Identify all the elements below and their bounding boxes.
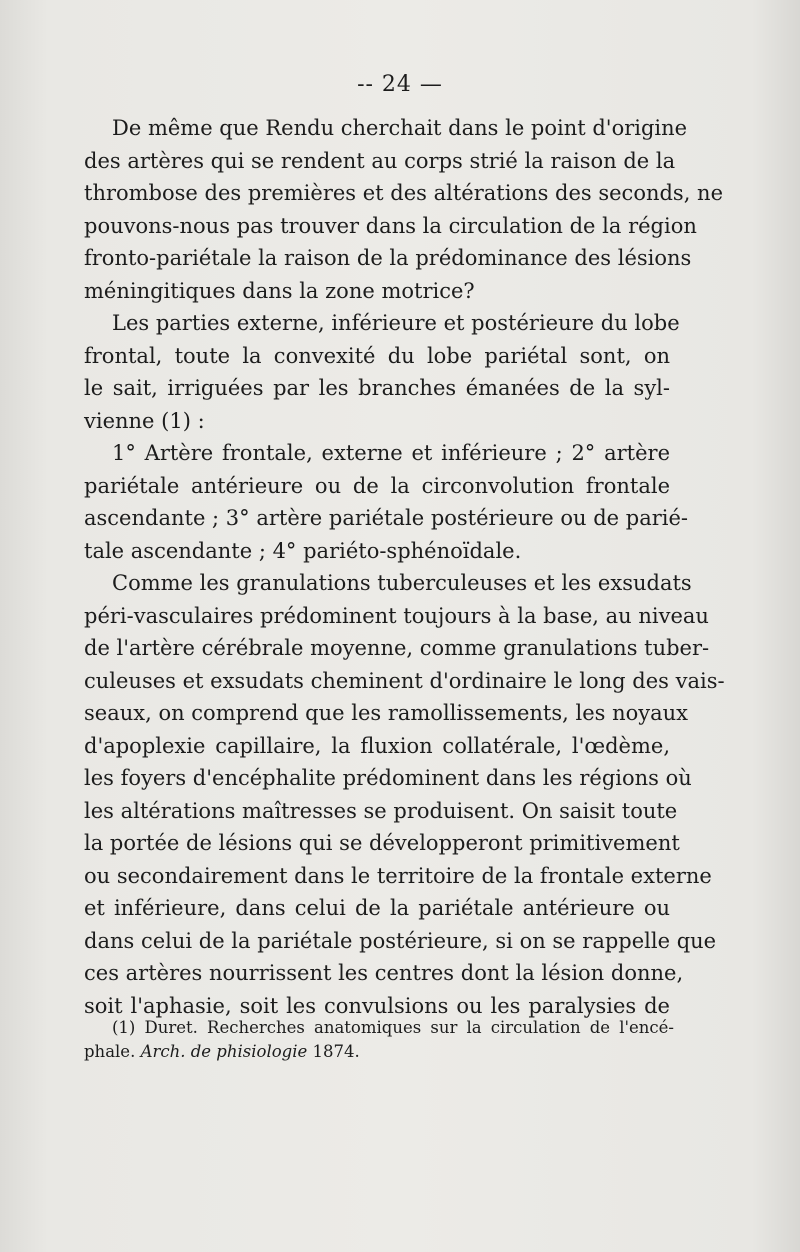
text-line: pariétale antérieure ou de la circonvolution frontale [84,473,670,498]
text-line: d'apoplexie capillaire, la fluxion collatérale, l'œdème, [84,733,670,758]
text-line: pouvons-nous pas trouver dans la circulation de la région [84,213,697,238]
text-line: les altérations maîtresses se produisent. On saisit toute [84,798,678,823]
paragraph-1 [84,112,724,307]
text-line: les foyers d'encéphalite prédominent dans les régions où [84,766,692,790]
text-line: des artères qui se rendent au corps strié la raison de la [84,148,676,173]
text-line: et inférieure, dans celui de la pariétale antérieure ou [84,896,670,920]
text-line: thrombose des premières et des altérations des seconds, ne [84,181,724,205]
text-line: de l'artère cérébrale moyenne, comme granulations tuber- [84,636,710,660]
text-line: ascendante ; 3° artère pariétale postérieure ou de parié- [84,506,689,530]
text-line: tale ascendante ; 4° pariéto-sphénoïdale. [84,538,522,563]
footnote-year: 1874. [307,1042,360,1061]
paragraph-2 [84,307,680,437]
text-line: méningitiques dans la zone motrice? [84,278,475,303]
footnote-line: (1) Duret. Recherches anatomiques sur la circulation de l'encé- [112,1018,674,1037]
text-line: la portée de lésions qui se développeront primitivement [84,831,680,855]
page-number: -- 24 — [357,72,443,97]
footnote [84,1016,674,1064]
text-line: dans celui de la pariétale postérieure, si on se rappelle que [84,928,717,953]
body-text [84,112,725,1022]
text-line: péri-vasculaires prédominent toujours à la base, au niveau [84,603,709,628]
footnote-line [84,1040,674,1064]
text-line: le sait, irriguées par les branches émanées de la syl- [84,376,670,400]
paragraph-3 [84,437,689,567]
text-line: ou secondairement dans le territoire de la frontale externe [84,863,712,888]
text-line: vienne (1) : [84,408,205,433]
text-line: 1° Artère frontale, externe et inférieure ; 2° artère [112,441,670,465]
text-line: seaux, on comprend que les ramollissements, les noyaux [84,701,689,725]
text-line: Comme les granulations tuberculeuses et les exsudats [112,571,692,595]
text-line: ces artères nourrissent les centres dont la lésion donne, [84,961,684,985]
text-line: frontal, toute la convexité du lobe pariétal sont, on [84,343,670,368]
text-line: Les parties externe, inférieure et postérieure du lobe [112,311,680,335]
journal-title: Arch. de phisiologie [140,1042,308,1061]
text-line: fronto-pariétale la raison de la prédominance des lésions [84,246,692,270]
footnote-text: phale. [84,1042,141,1061]
text-line: De même que Rendu cherchait dans le point d'origine [112,116,688,140]
paragraph-4 [84,567,725,1022]
text-line: culeuses et exsudats cheminent d'ordinaire le long des vais- [84,668,725,693]
text-line: soit l'aphasie, soit les convulsions ou les paralysies de [84,993,670,1018]
